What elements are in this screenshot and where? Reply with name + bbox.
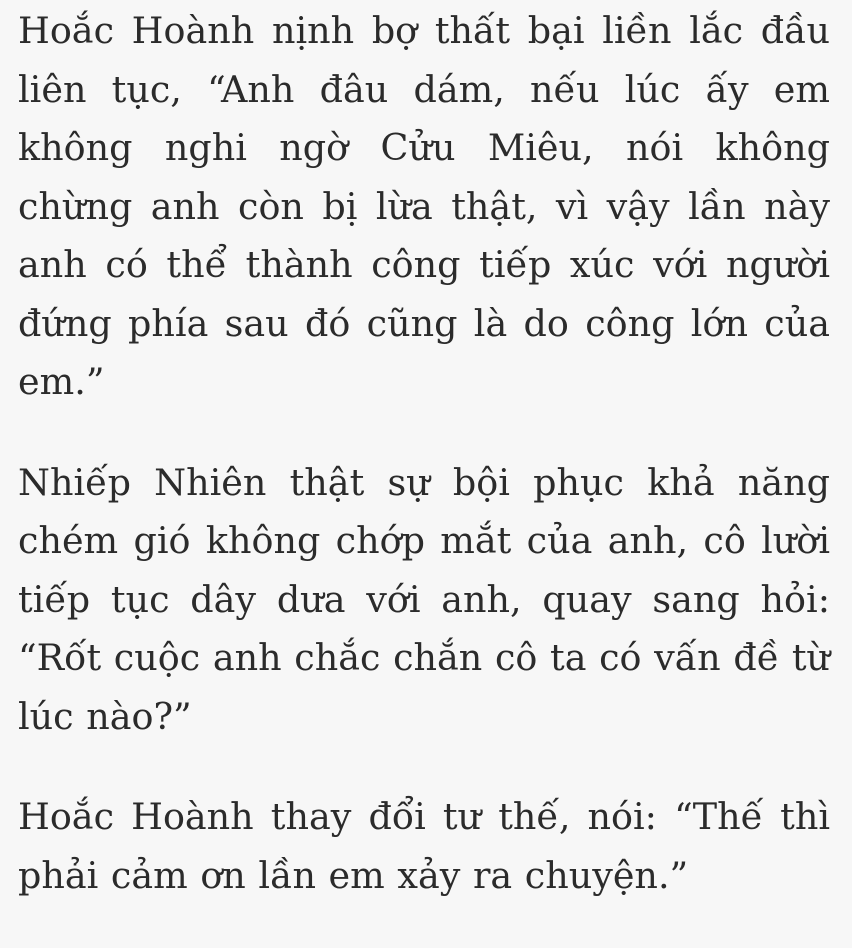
- paragraph-3: Hoắc Hoành thay đổi tư thế, nói: “Thế thì phải cảm ơn lần em xảy ra chuyện.”: [18, 795, 830, 897]
- paragraph-2: Nhiếp Nhiên thật sự bội phục khả năng chém gió không chớp mắt của anh, cô lười tiếp tục dây dưa với anh, quay sang hỏi: “Rốt cuộc anh chắc chắn cô ta có vấn đề từ lúc nào?”: [18, 460, 830, 738]
- paragraph-1: Hoắc Hoành nịnh bợ thất bại liền lắc đầu liên tục, “Anh đâu dám, nếu lúc ấy em không nghi ngờ Cửu Miêu, nói không chừng anh còn bị lừa thật, vì vậy lần này anh có thể thành công tiếp xúc với người đứng phía sau đó cũng là do công lớn của em.”: [18, 9, 830, 403]
